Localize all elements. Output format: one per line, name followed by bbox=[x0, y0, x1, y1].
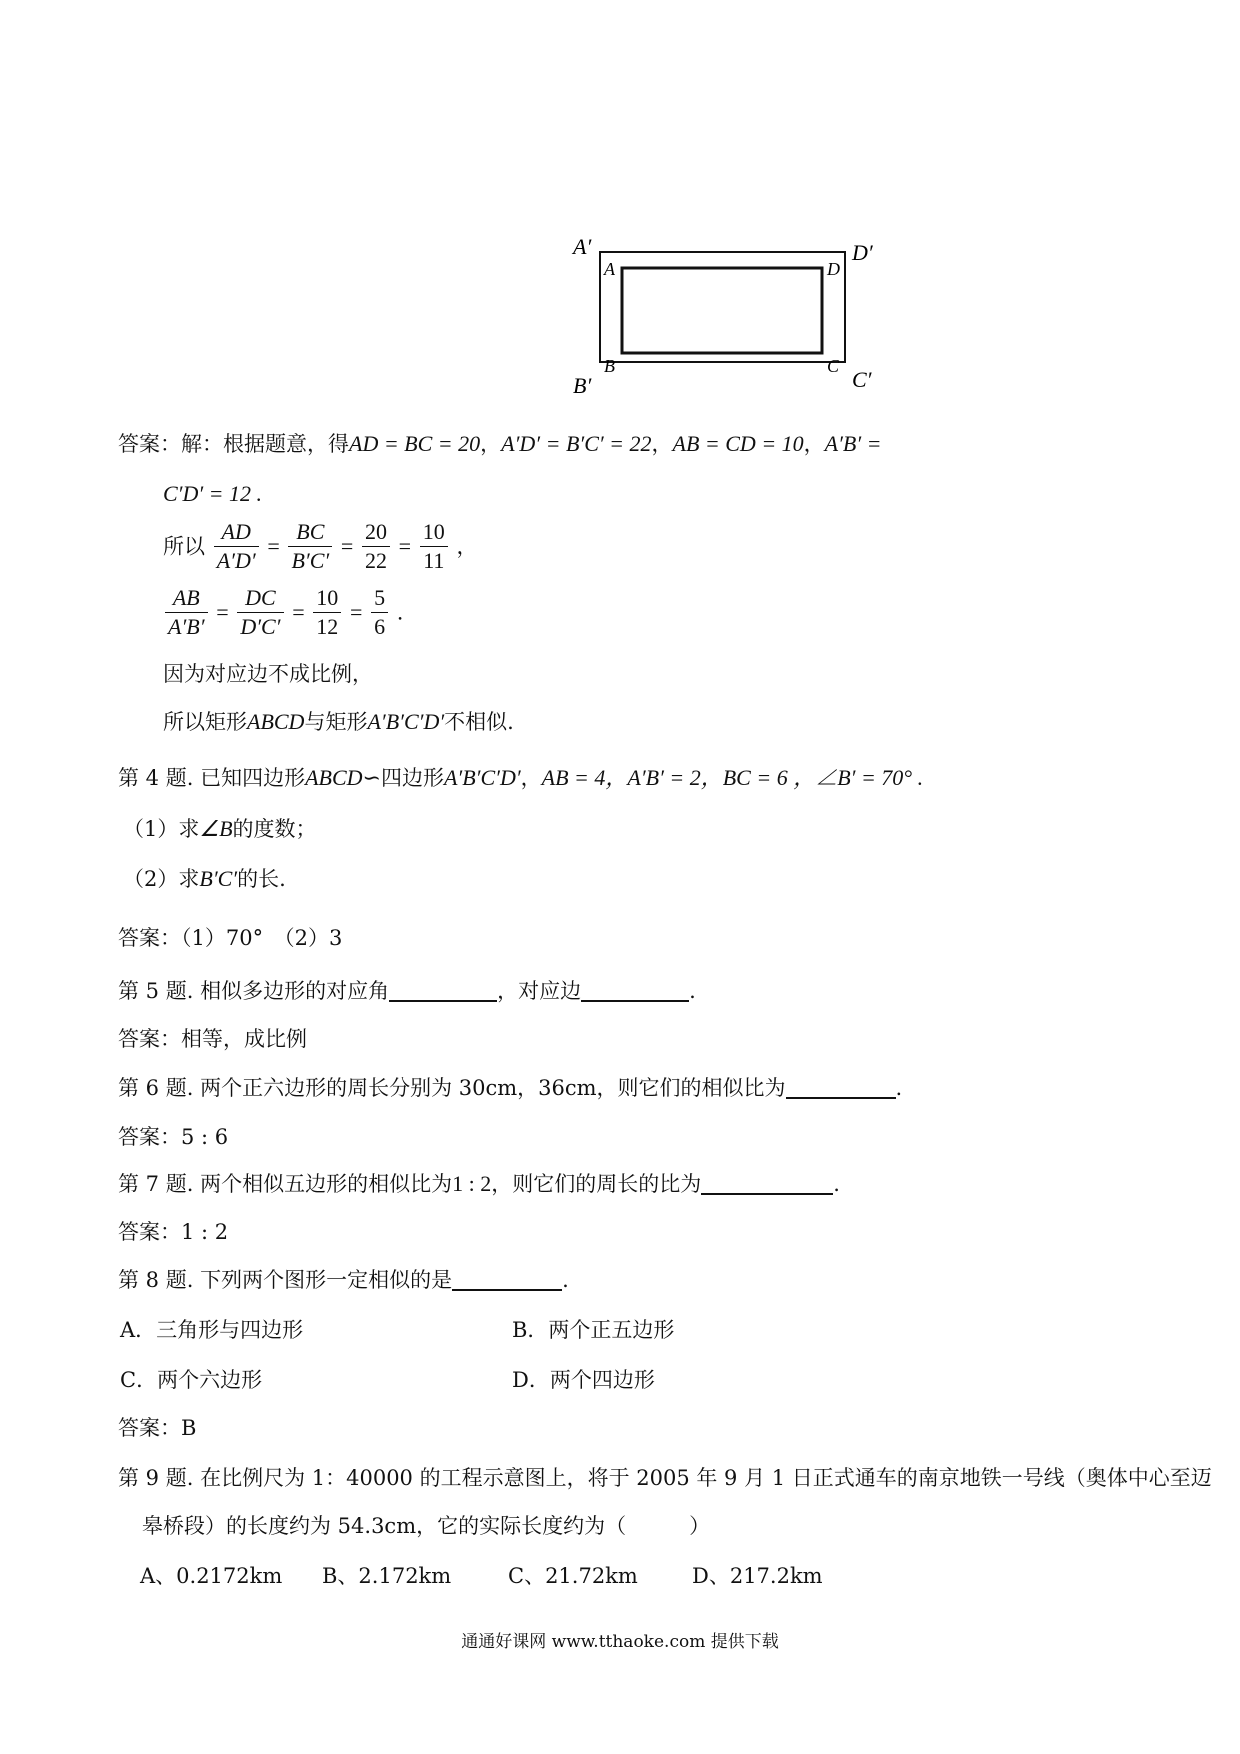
text: 的长. bbox=[237, 867, 286, 891]
text: . bbox=[562, 1268, 569, 1292]
punct: . bbox=[396, 600, 404, 625]
denominator: A′D′ bbox=[216, 548, 256, 573]
q6-question bbox=[118, 1074, 902, 1102]
q3-conclusion bbox=[163, 708, 514, 736]
equals: = bbox=[340, 533, 354, 559]
q5-question bbox=[118, 977, 696, 1005]
equation: A′B′ = bbox=[824, 431, 882, 456]
punct: ， bbox=[456, 534, 478, 559]
similar-symbol: ∽ bbox=[362, 765, 381, 790]
denominator: D′C′ bbox=[240, 614, 281, 639]
text: 所以 bbox=[163, 534, 205, 559]
equals: = bbox=[216, 599, 229, 625]
text: 在比例尺为 1：40000 的工程示意图上，将于 2005 年 9 月 1 日正式通车的南京地铁一号线（奥体中心至迈 bbox=[200, 1466, 1212, 1490]
q6-answer: 答案：5 : 6 bbox=[118, 1125, 229, 1149]
q9-option-a[interactable]: A、0.2172km bbox=[140, 1564, 283, 1588]
q9-question-line1 bbox=[118, 1464, 1212, 1492]
label-outer-d: D′ bbox=[852, 240, 873, 265]
label-inner-b: B bbox=[604, 356, 615, 376]
denominator: 22 bbox=[364, 548, 387, 573]
text: ，则它们的周长的比为 bbox=[491, 1172, 702, 1196]
text: 已知四边形 bbox=[200, 766, 306, 790]
separator: ， bbox=[480, 432, 502, 456]
text: 四边形 bbox=[380, 766, 444, 790]
q9-option-c[interactable]: C、21.72km bbox=[508, 1564, 638, 1588]
answer-blank[interactable] bbox=[452, 1267, 562, 1291]
q7-question bbox=[118, 1170, 840, 1198]
text: 下列两个图形一定相似的是 bbox=[200, 1268, 453, 1292]
math: A′B′C′D′ bbox=[443, 765, 521, 790]
label-inner-d: D bbox=[827, 259, 840, 279]
inner-rectangle bbox=[622, 268, 822, 353]
question-label: 第 4 题. bbox=[118, 766, 194, 790]
fraction bbox=[420, 520, 448, 573]
rectangle-figure bbox=[560, 230, 890, 405]
label-inner-a: A bbox=[604, 259, 615, 279]
question-label: 第 9 题. bbox=[118, 1466, 194, 1490]
fraction bbox=[237, 586, 283, 639]
equation: AD = BC = 20 bbox=[349, 431, 481, 456]
question-label: 第 8 题. bbox=[118, 1268, 194, 1292]
separator: ， bbox=[803, 432, 825, 456]
ratio: 1 : 2 bbox=[452, 1171, 492, 1196]
text: （1）求 bbox=[123, 817, 200, 841]
equation: A′D′ = B′C′ = 22 bbox=[501, 431, 652, 456]
denominator: B′C′ bbox=[291, 548, 330, 573]
question-label: 第 6 题. bbox=[118, 1076, 194, 1100]
equals: = bbox=[267, 533, 280, 559]
text: ，对应边 bbox=[497, 979, 582, 1003]
text: 两个正六边形的周长分别为 30cm，36cm，则它们的相似比为 bbox=[200, 1076, 786, 1100]
numerator: 10 bbox=[420, 520, 448, 547]
math: A′B′C′D′ bbox=[367, 709, 445, 734]
text: . bbox=[895, 1076, 903, 1100]
q8-option-b[interactable]: B．两个正五边形 bbox=[512, 1318, 675, 1342]
math: ∠B bbox=[199, 816, 233, 841]
fraction bbox=[288, 520, 332, 573]
text: 与矩形 bbox=[304, 710, 368, 734]
equals: = bbox=[398, 533, 412, 559]
equals: = bbox=[292, 599, 305, 625]
text: 相似多边形的对应角 bbox=[200, 979, 390, 1003]
numerator: AB bbox=[165, 586, 208, 613]
conditions: AB = 4，A′B′ = 2，BC = 6 ，∠B′ = 70° . bbox=[541, 765, 924, 790]
denominator: 11 bbox=[423, 548, 445, 573]
numerator: BC bbox=[288, 520, 332, 547]
answer-prefix: 答案：解：根据题意，得 bbox=[118, 432, 349, 456]
equation: AB = CD = 10 bbox=[672, 431, 804, 456]
text: 所以矩形 bbox=[163, 710, 247, 734]
q3-ratio-line1 bbox=[163, 520, 477, 584]
q4-sub2 bbox=[123, 865, 286, 893]
fraction bbox=[313, 586, 341, 639]
text: （2）求 bbox=[123, 867, 200, 891]
q8-question bbox=[118, 1266, 569, 1294]
answer-blank[interactable] bbox=[389, 978, 497, 1002]
numerator: DC bbox=[237, 586, 283, 613]
q4-question bbox=[118, 764, 923, 792]
text: ， bbox=[520, 766, 542, 790]
text: . bbox=[689, 979, 696, 1003]
fraction bbox=[214, 520, 259, 573]
q3-ratio-line2 bbox=[163, 586, 403, 650]
equals: = bbox=[349, 599, 363, 625]
fraction bbox=[165, 586, 208, 639]
math: ABCD bbox=[305, 765, 363, 790]
page-footer: 通通好课网 www.tthaoke.com 提供下载 bbox=[461, 1632, 779, 1652]
math: B′C′ bbox=[199, 866, 238, 891]
q8-option-d[interactable]: D．两个四边形 bbox=[512, 1368, 655, 1392]
denominator: A′B′ bbox=[168, 614, 205, 639]
numerator: 20 bbox=[362, 520, 390, 547]
q3-reason: 因为对应边不成比例， bbox=[163, 662, 373, 686]
math: ABCD bbox=[247, 709, 305, 734]
q8-option-a[interactable]: A．三角形与四边形 bbox=[120, 1318, 304, 1342]
q4-answer: 答案：（1）70° （2）3 bbox=[118, 926, 343, 950]
q9-option-b[interactable]: B、2.172km bbox=[322, 1564, 452, 1588]
question-label: 第 7 题. bbox=[118, 1172, 194, 1196]
q7-answer: 答案：1 : 2 bbox=[118, 1220, 229, 1244]
question-label: 第 5 题. bbox=[118, 979, 194, 1003]
denominator: 12 bbox=[316, 614, 339, 639]
label-outer-c: C′ bbox=[852, 367, 872, 392]
denominator: 6 bbox=[374, 614, 386, 639]
label-inner-c: C bbox=[827, 356, 840, 376]
q5-answer: 答案：相等，成比例 bbox=[118, 1027, 307, 1051]
separator: ， bbox=[651, 432, 673, 456]
text: 不相似. bbox=[444, 710, 514, 734]
q3-answer-line2: C′D′ = 12 . bbox=[163, 481, 263, 506]
q3-answer-line1 bbox=[118, 430, 882, 458]
label-outer-a: A′ bbox=[573, 234, 592, 259]
answer-blank[interactable] bbox=[786, 1075, 896, 1099]
numerator: 10 bbox=[313, 586, 341, 613]
numerator: AD bbox=[214, 520, 259, 547]
text: . bbox=[833, 1172, 840, 1196]
q9-option-d[interactable]: D、217.2km bbox=[692, 1564, 823, 1588]
q9-question-line2: 皋桥段）的长度约为 54.3cm，它的实际长度约为（ ） bbox=[142, 1514, 711, 1538]
fraction bbox=[371, 586, 388, 639]
numerator: 5 bbox=[371, 586, 388, 613]
answer-blank[interactable] bbox=[701, 1171, 833, 1195]
answer-blank[interactable] bbox=[581, 978, 689, 1002]
text: 的度数； bbox=[232, 817, 317, 841]
text: 两个相似五边形的相似比为 bbox=[200, 1172, 453, 1196]
q4-sub1 bbox=[123, 815, 317, 843]
q8-option-c[interactable]: C．两个六边形 bbox=[120, 1368, 263, 1392]
fraction bbox=[362, 520, 390, 573]
q8-answer: 答案：B bbox=[118, 1416, 197, 1440]
label-outer-b: B′ bbox=[573, 373, 592, 398]
